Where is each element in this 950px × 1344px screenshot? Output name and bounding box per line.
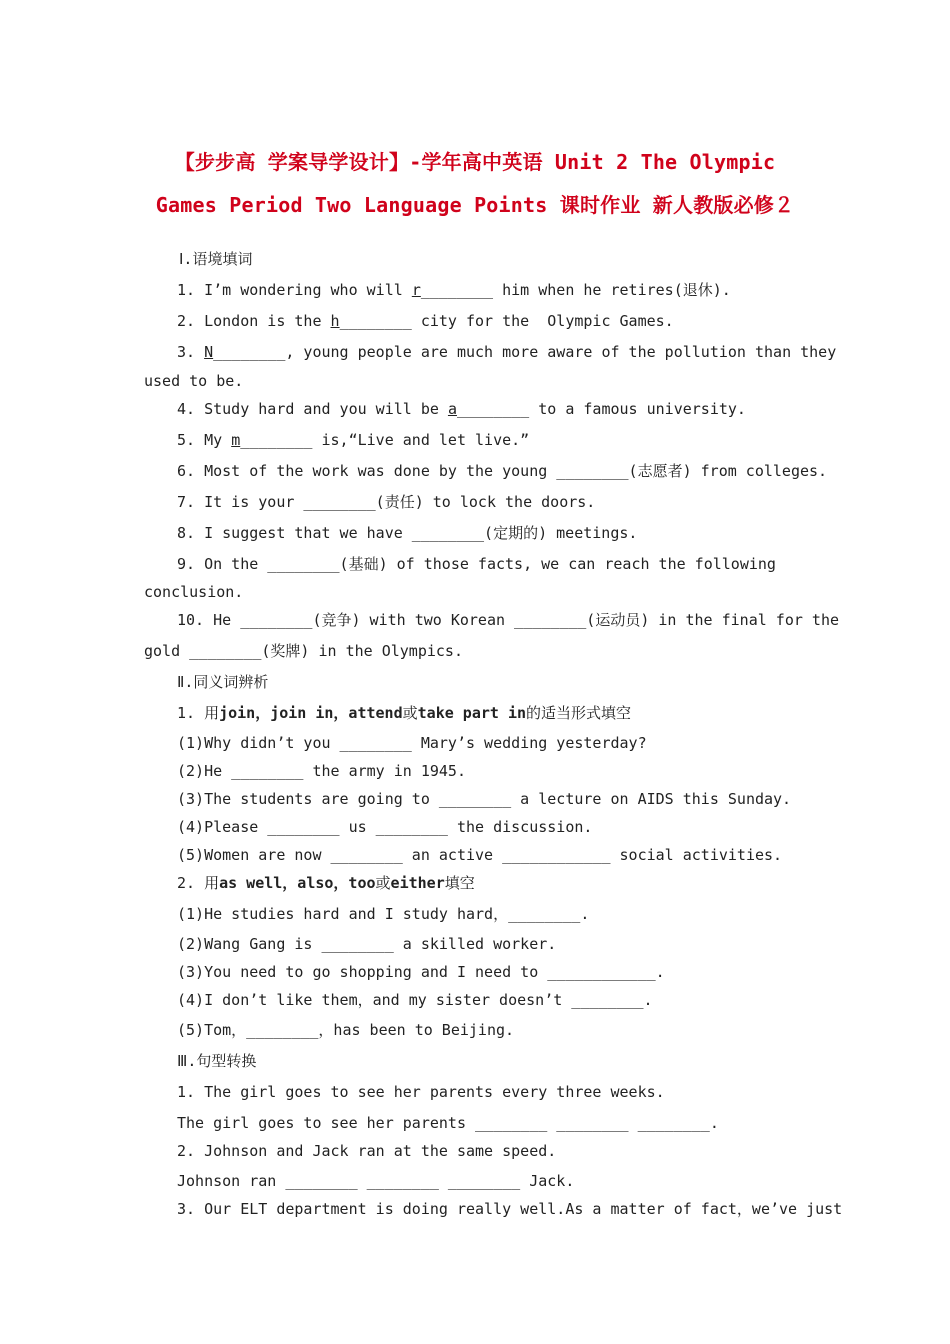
question-8: 8. I suggest that we have ________(定期的) meetings.	[177, 524, 638, 542]
part-2-item: (1)He studies hard and I study hard，________.	[177, 905, 590, 923]
question-7: 7. It is your ________(责任) to lock the doors.	[177, 493, 596, 511]
question-9-cont: conclusion.	[144, 583, 244, 601]
part-1-item: (3)The students are going to ________ a lecture on AIDS this Sunday.	[177, 790, 792, 808]
question-3-cont: used to be.	[144, 372, 244, 390]
question-10: 10. He ________(竞争) with two Korean ________(运动员) in the final for the	[177, 611, 840, 629]
question-6: 6. Most of the work was done by the young ________(志愿者) from colleges.	[177, 462, 828, 480]
part-2-item: (5)Tom，________，has been to Beijing.	[177, 1021, 515, 1039]
question-4: 4. Study hard and you will be a________ to a famous university.	[177, 400, 746, 418]
part-1-item: (2)He ________ the army in 1945.	[177, 762, 466, 780]
title-line-1: 【步步高 学案导学设计】-学年高中英语 Unit 2 The Olympic	[174, 150, 776, 174]
part-1-item: (4)Please ________ us ________ the discussion.	[177, 818, 593, 836]
section-3-heading: Ⅲ.句型转换	[177, 1052, 257, 1070]
part-2-item: (4)I don’t like them，and my sister doesn’t ________.	[177, 991, 653, 1009]
part-2-item: (2)Wang Gang is ________ a skilled worker.	[177, 935, 557, 953]
question-1: 1. I’m wondering who will r________ him when he retires(退休).	[177, 281, 731, 299]
question-3: 3. N________, young people are much more aware of the pollution than they	[177, 343, 837, 361]
part-1-instruction: 1. 用join，join in，attend或take part in的适当形式填空	[177, 704, 632, 722]
transform-item: 2. Johnson and Jack ran at the same speed.	[177, 1142, 557, 1160]
transform-item: 1. The girl goes to see her parents every three weeks.	[177, 1083, 665, 1101]
section-1-heading: Ⅰ.语境填词	[179, 250, 253, 268]
transform-item: 3. Our ELT department is doing really well.As a matter of fact，we’ve just	[177, 1200, 843, 1218]
question-9: 9. On the ________(基础) of those facts, we can reach the following	[177, 555, 776, 573]
part-1-item: (5)Women are now ________ an active ____________ social activities.	[177, 846, 783, 864]
part-2-item: (3)You need to go shopping and I need to ____________.	[177, 963, 665, 981]
question-2: 2. London is the h________ city for the Olympic Games.	[177, 312, 674, 330]
section-2-heading: Ⅱ.同义词辨析	[177, 673, 269, 691]
question-5: 5. My m________ is,“Live and let live.”	[177, 431, 530, 449]
transform-item: The girl goes to see her parents ________ ________ ________.	[177, 1114, 719, 1132]
question-10-cont: gold ________(奖牌) in the Olympics.	[144, 642, 463, 660]
title-line-2: Games Period Two Language Points 课时作业 新人教版必修２	[155, 193, 795, 217]
part-2-instruction: 2. 用as well，also，too或either填空	[177, 874, 475, 892]
part-1-item: (1)Why didn’t you ________ Mary’s wedding yesterday?	[177, 734, 647, 752]
transform-item: Johnson ran ________ ________ ________ Jack.	[177, 1172, 575, 1190]
